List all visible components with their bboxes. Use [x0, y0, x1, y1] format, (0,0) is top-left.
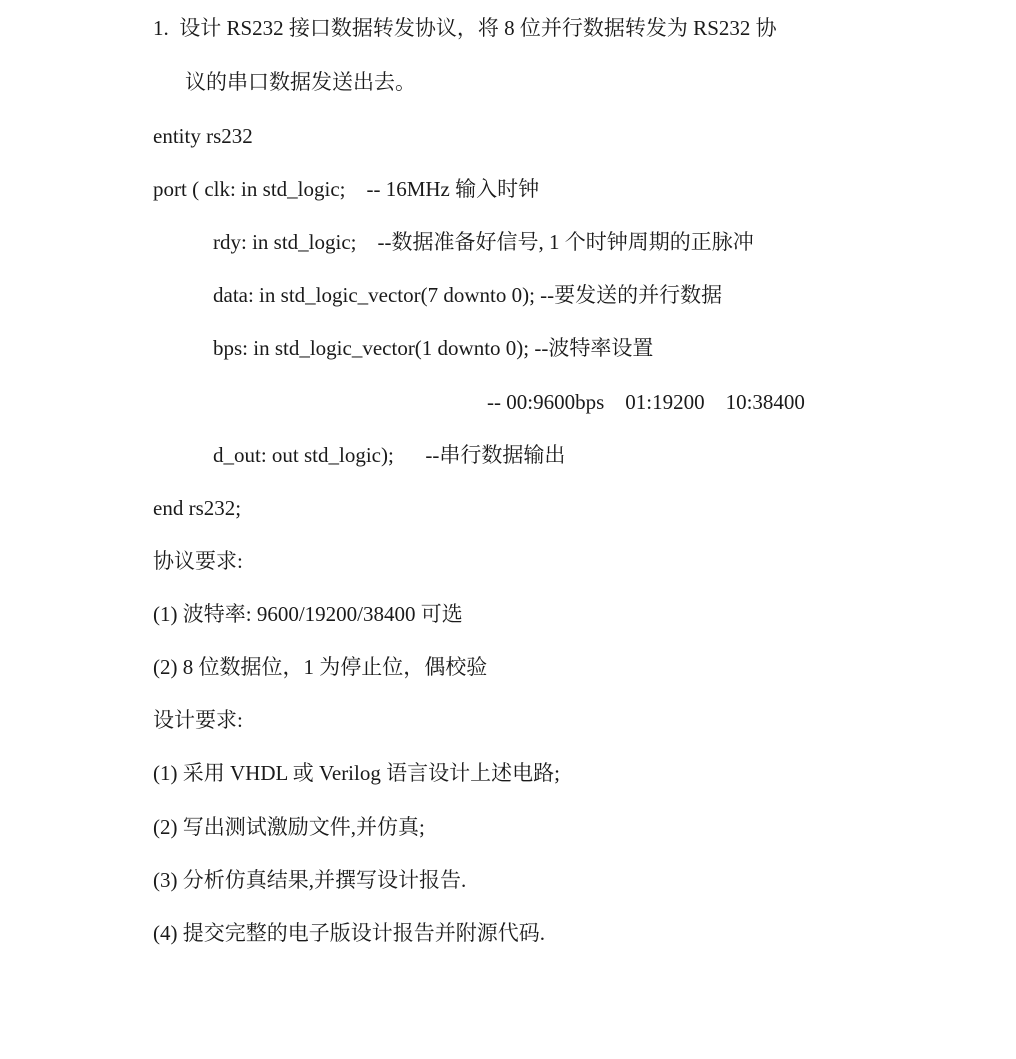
design-requirement-4: (4) 提交完整的电子版设计报告并附源代码. [153, 921, 545, 945]
design-requirement-2: (2) 写出测试激励文件,并仿真; [153, 815, 425, 839]
bps-values-comment: -- 00:9600bps 01:19200 10:38400 [487, 390, 805, 414]
entity-end: end rs232; [153, 496, 242, 520]
task-heading-line-2: 议的串口数据发送出去。 [185, 70, 416, 94]
design-requirements-heading: 设计要求: [153, 708, 243, 732]
port-dout-line: d_out: out std_logic); --串行数据输出 [213, 443, 566, 467]
port-clk-line: port ( clk: in std_logic; -- 16MHz 输入时钟 [153, 177, 540, 201]
port-rdy-line: rdy: in std_logic; --数据准备好信号, 1 个时钟周期的正脉冲 [213, 230, 754, 254]
port-bps-line: bps: in std_logic_vector(1 downto 0); --波特率设置 [213, 336, 654, 360]
task-heading-line-1: 1. 设计 RS232 接口数据转发协议，将 8 位并行数据转发为 RS232 协 [153, 16, 777, 40]
protocol-requirement-2: (2) 8 位数据位，1 为停止位，偶校验 [153, 655, 488, 679]
design-requirement-3: (3) 分析仿真结果,并撰写设计报告. [153, 868, 467, 892]
entity-declaration: entity rs232 [153, 124, 253, 148]
protocol-requirements-heading: 协议要求: [153, 549, 243, 573]
design-requirement-1: (1) 采用 VHDL 或 Verilog 语言设计上述电路; [153, 761, 560, 785]
protocol-requirement-1: (1) 波特率: 9600/19200/38400 可选 [153, 602, 463, 626]
port-data-line: data: in std_logic_vector(7 downto 0); --要发送的并行数据 [213, 283, 723, 307]
